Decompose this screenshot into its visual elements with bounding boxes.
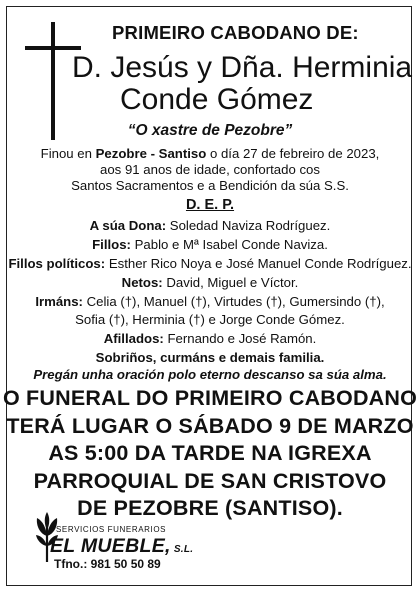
dep-heading: [0, 197, 420, 213]
family-text: Pablo e Mª Isabel Conde Naviza.: [130, 237, 328, 252]
family-text: David, Miguel e Víctor.: [162, 275, 299, 290]
family-row: [0, 237, 420, 253]
deceased-name-line2: Conde Gómez: [120, 83, 314, 116]
funeral-line: O FUNERAL DO PRIMEIRO CABODANO: [2, 386, 418, 410]
funeral-line: PARROQUIAL DE SAN CRISTOVO: [33, 468, 387, 493]
family-text: Fernando e José Ramón.: [163, 331, 317, 346]
death-line-1: [0, 146, 420, 162]
family-label: Fillos políticos:: [8, 256, 106, 271]
family-row: [0, 275, 420, 291]
death-line-3: Santos Sacramentos e a Bendición da súa S.S.: [71, 178, 349, 193]
death-date: o día 27 de febreiro de 2023,: [206, 146, 380, 161]
logo-name: [50, 535, 193, 558]
family-text: Sofia (†), Herminia (†) e Jorge Conde Gómez.: [75, 312, 345, 327]
notice-header: PRIMEIRO CABODANO DE:: [112, 22, 359, 43]
family-label: A súa Dona:: [89, 218, 167, 233]
death-place: Pezobre - Santiso: [95, 146, 207, 161]
family-label: Irmáns:: [35, 294, 83, 309]
family-row: [0, 294, 420, 310]
family-text: Esther Rico Noya e José Manuel Conde Rodríguez.: [105, 256, 412, 271]
family-row: [0, 218, 420, 234]
logo-name-text: EL MUEBLE,: [50, 535, 171, 557]
deceased-nickname: “O xastre de Pezobre”: [127, 122, 293, 139]
funeral-line: DE PEZOBRE (SANTISO).: [77, 496, 343, 520]
family-text: Celia (†), Manuel (†), Virtudes (†), Gumersindo (†),: [82, 294, 385, 309]
funeral-announcement: [0, 385, 420, 523]
family-row: [0, 312, 420, 328]
family-text: Soledad Naviza Rodríguez.: [166, 218, 331, 233]
cross-icon-bar: [25, 46, 81, 50]
prayer-line: Pregán unha oración polo eterno descanso sa súa alma.: [33, 367, 387, 382]
logo-suffix: S.L.: [170, 544, 194, 555]
funeral-line: AS 5:00 DA TARDE NA IGREXA: [48, 441, 372, 465]
family-row: [0, 256, 420, 272]
family-label: Afillados:: [103, 331, 164, 346]
logo-phone: Tfno.: 981 50 50 89: [54, 557, 161, 571]
death-prefix: Finou en: [40, 146, 96, 161]
deceased-name-line1: D. Jesús y Dña. Herminia: [72, 51, 413, 84]
family-label: Fillos:: [92, 237, 131, 252]
family-row: [0, 331, 420, 347]
dep-text: D. E. P.: [185, 197, 235, 213]
funeral-line: TERÁ LUGAR O SÁBADO 9 DE MARZO: [6, 413, 414, 438]
family-label: Netos:: [121, 275, 163, 290]
death-line-2: aos 91 anos de idade, confortado cos: [100, 162, 320, 177]
logo-subtitle: SERVICIOS FUNERARIOS: [56, 525, 167, 534]
closing-line: Sobriños, curmáns e demais familia.: [95, 350, 325, 365]
